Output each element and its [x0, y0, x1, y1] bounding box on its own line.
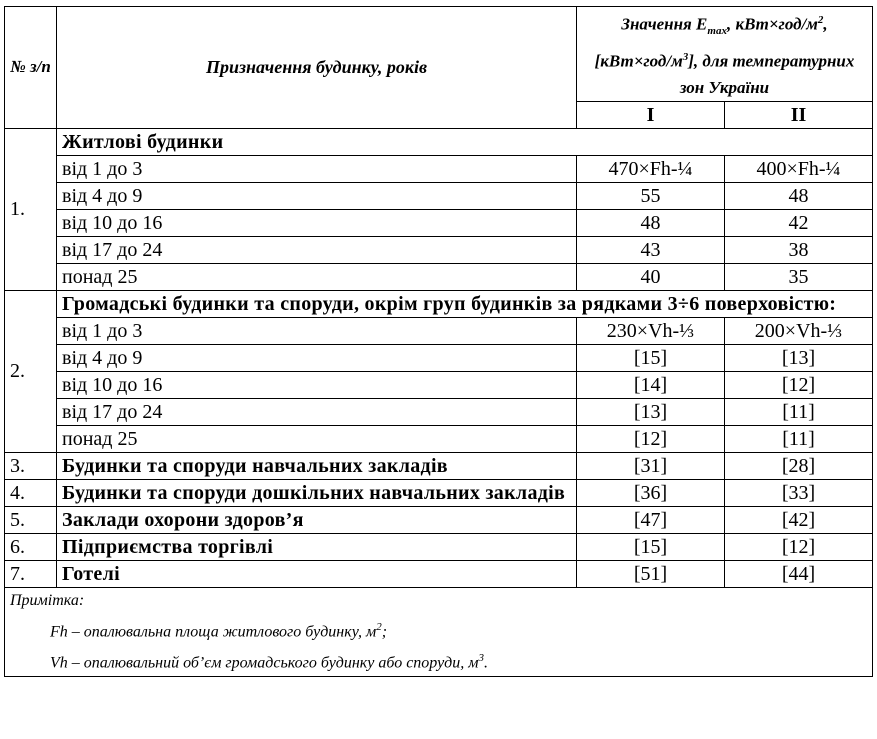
table-row — [5, 452, 873, 479]
group-row — [5, 290, 873, 317]
header-purpose: Призначення будинку, років — [57, 7, 577, 129]
row-number: 3. — [5, 452, 57, 479]
zone-1-value: [51] — [577, 560, 725, 587]
row-label: понад 25 — [57, 263, 577, 290]
row-number: 6. — [5, 533, 57, 560]
table-row — [5, 506, 873, 533]
zone-1-value: [12] — [577, 425, 725, 452]
table-row — [5, 155, 873, 182]
zone-2-value: [11] — [725, 425, 873, 452]
row-label: від 10 до 16 — [57, 371, 577, 398]
row-label: від 17 до 24 — [57, 398, 577, 425]
zone-1-value: 43 — [577, 236, 725, 263]
group-title: Громадські будинки та споруди, окрім груп будинків за рядками 3÷6 поверховістю: — [57, 290, 873, 317]
zone-1-value: [31] — [577, 452, 725, 479]
note-title: Примітка: — [10, 591, 85, 609]
zone-1-value: 470×Fh-¼ — [577, 155, 725, 182]
group-number: 1. — [5, 128, 57, 290]
header-number: № з/п — [5, 7, 57, 129]
header-zone-2: II — [725, 101, 873, 128]
row-title: Заклади охорони здоров’я — [57, 506, 577, 533]
group-number: 2. — [5, 290, 57, 452]
table-row — [5, 425, 873, 452]
row-label: від 1 до 3 — [57, 317, 577, 344]
energy-table — [4, 6, 873, 677]
zone-2-value: 35 — [725, 263, 873, 290]
table-row — [5, 533, 873, 560]
row-label: від 4 до 9 — [57, 344, 577, 371]
table-row — [5, 371, 873, 398]
group-title: Житлові будинки — [57, 128, 873, 155]
header-zone-1: I — [577, 101, 725, 128]
zone-2-value: 200×Vh-⅓ — [725, 317, 873, 344]
row-number: 5. — [5, 506, 57, 533]
table-row — [5, 317, 873, 344]
table-row — [5, 344, 873, 371]
row-title: Будинки та споруди дошкільних навчальних закладів — [57, 479, 577, 506]
group-row — [5, 128, 873, 155]
zone-1-value: 55 — [577, 182, 725, 209]
note-line-fh: Fh – опалювальна площа житлового будинку, $м^2$; — [50, 620, 388, 641]
zone-2-value: [13] — [725, 344, 873, 371]
zone-2-value: [44] — [725, 560, 873, 587]
row-number: 7. — [5, 560, 57, 587]
zone-2-value: [28] — [725, 452, 873, 479]
note — [5, 587, 873, 677]
row-title: Підприємства торгівлі — [57, 533, 577, 560]
zone-1-value: [15] — [577, 533, 725, 560]
zone-1-value: [14] — [577, 371, 725, 398]
header-value: Значення $E_{max}$, $кВт\times год/м^2$, $[кВт\times год/м^3]$, для температурних зон України — [577, 7, 873, 102]
table-row — [5, 398, 873, 425]
zone-1-value: 48 — [577, 209, 725, 236]
table-row — [5, 236, 873, 263]
table-row — [5, 263, 873, 290]
row-label: від 4 до 9 — [57, 182, 577, 209]
zone-2-value: 48 — [725, 182, 873, 209]
row-title: Будинки та споруди навчальних закладів — [57, 452, 577, 479]
zone-1-value: [36] — [577, 479, 725, 506]
table-row — [5, 182, 873, 209]
zone-1-value: [47] — [577, 506, 725, 533]
note-row — [5, 587, 873, 677]
zone-1-value: 40 — [577, 263, 725, 290]
zone-2-value: [12] — [725, 371, 873, 398]
row-label: від 17 до 24 — [57, 236, 577, 263]
row-label: понад 25 — [57, 425, 577, 452]
zone-2-value: [11] — [725, 398, 873, 425]
zone-1-value: [15] — [577, 344, 725, 371]
table-row — [5, 560, 873, 587]
zone-2-value: 38 — [725, 236, 873, 263]
row-label: від 10 до 16 — [57, 209, 577, 236]
zone-2-value: 42 — [725, 209, 873, 236]
zone-1-value: [13] — [577, 398, 725, 425]
row-label: від 1 до 3 — [57, 155, 577, 182]
table-row — [5, 209, 873, 236]
zone-1-value: 230×Vh-⅓ — [577, 317, 725, 344]
table-row — [5, 479, 873, 506]
row-number: 4. — [5, 479, 57, 506]
zone-2-value: [42] — [725, 506, 873, 533]
row-title: Готелі — [57, 560, 577, 587]
zone-2-value: [12] — [725, 533, 873, 560]
note-line-vh: Vh – опалювальний об’єм громадського будинку або споруди, $м^3$. — [50, 652, 488, 672]
zone-2-value: [33] — [725, 479, 873, 506]
zone-2-value: 400×Fh-¼ — [725, 155, 873, 182]
